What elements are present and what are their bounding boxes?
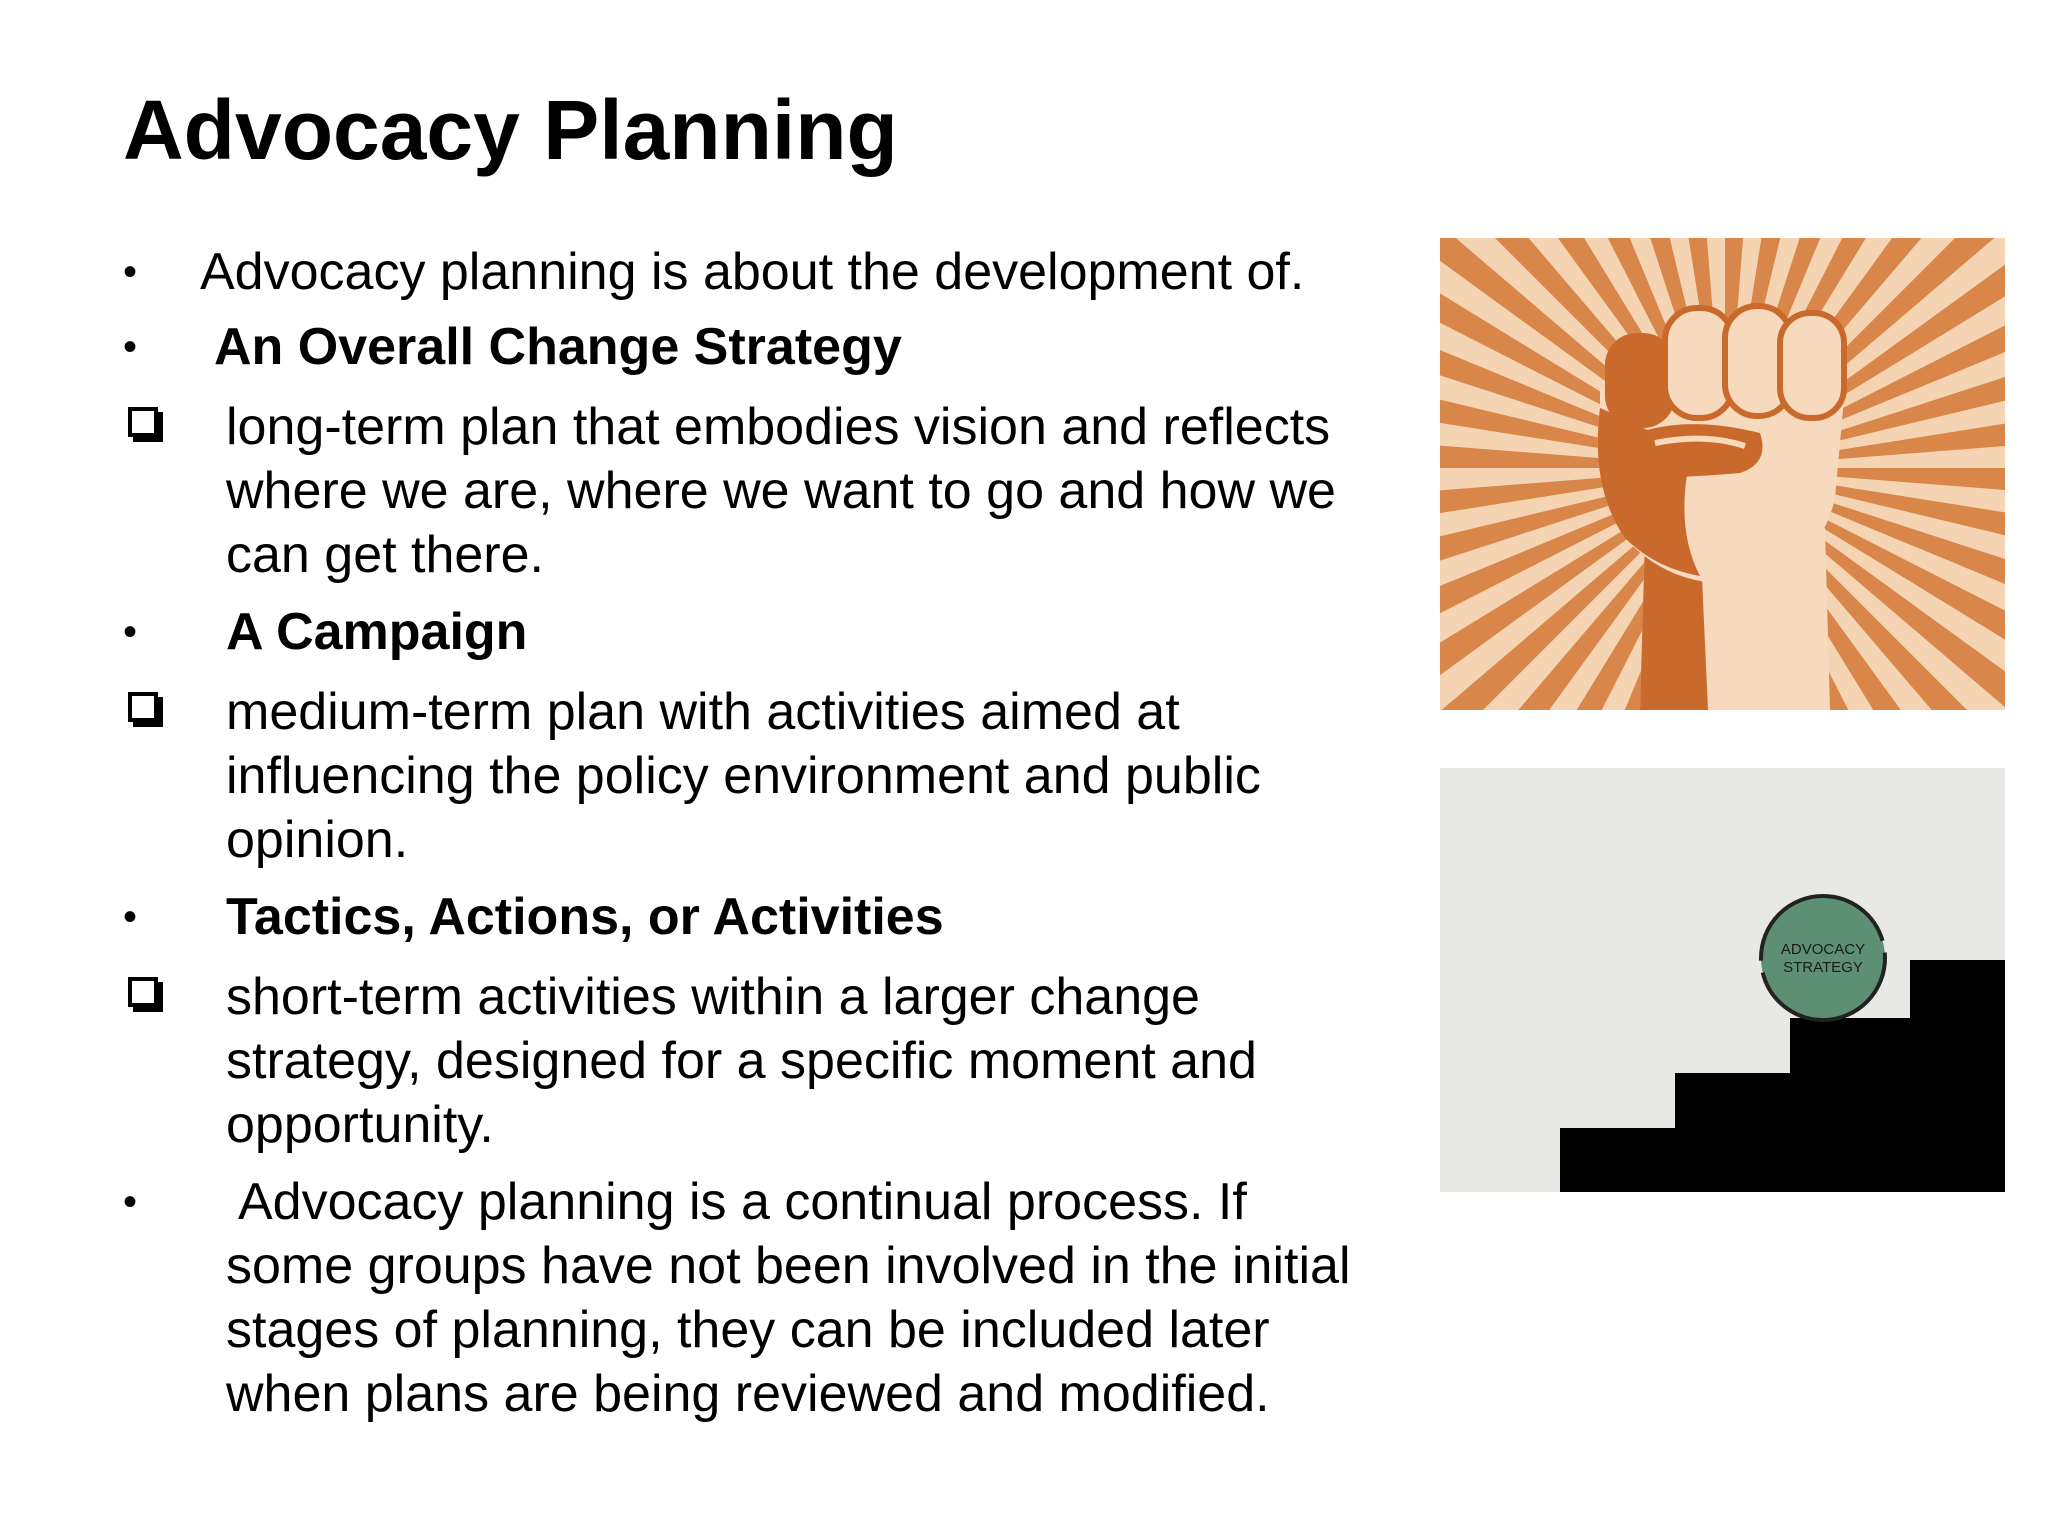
raised-fist-icon — [1440, 238, 2005, 710]
bullet-dot-icon: • — [123, 1180, 138, 1224]
bullet-heading: A Campaign — [226, 603, 528, 661]
bullet-text-line: opportunity. — [226, 1096, 494, 1154]
bullet-text-line: stages of planning, they can be included later — [226, 1301, 1270, 1359]
bullet-text-line: long-term plan that embodies vision and reflects — [226, 398, 1331, 456]
bullet-dot-icon: • — [123, 895, 138, 939]
badge-line1: ADVOCACY — [1780, 941, 1866, 958]
bullet-text-line: influencing the policy environment and public — [226, 747, 1261, 805]
stairs-icon — [1440, 768, 2005, 1192]
raised-fist-image — [1440, 238, 2005, 710]
checkbox-bullet-icon — [128, 407, 158, 437]
bullet-text-line: where we are, where we want to go and how we — [226, 462, 1336, 520]
bullet-text-line: can get there. — [226, 526, 544, 584]
bullet-dot-icon: • — [123, 250, 138, 294]
bullet-text-line: medium-term plan with activities aimed at — [226, 683, 1180, 741]
bullet-text-line: when plans are being reviewed and modified. — [226, 1365, 1270, 1423]
bullet-heading: An Overall Change Strategy — [214, 318, 902, 376]
checkbox-bullet-icon — [128, 977, 158, 1007]
advocacy-strategy-badge — [1761, 896, 1885, 1020]
bullet-dot-icon: • — [123, 610, 138, 654]
bullet-text: Advocacy planning is about the development of. — [200, 243, 1305, 301]
bullet-text-line: some groups have not been involved in the initial — [226, 1237, 1351, 1295]
bullet-dot-icon: • — [123, 325, 138, 369]
bullet-text-line: Advocacy planning is a continual process. If — [238, 1173, 1247, 1231]
advocacy-stairs-image — [1440, 768, 2005, 1192]
fist-shape — [1598, 306, 1845, 710]
bullet-text-line: opinion. — [226, 811, 409, 869]
checkbox-bullet-icon — [128, 692, 158, 722]
bullet-heading: Tactics, Actions, or Activities — [226, 888, 944, 946]
badge-line2: STRATEGY — [1783, 959, 1863, 976]
bullet-text-line: short-term activities within a larger change — [226, 968, 1200, 1026]
bullet-text-line: strategy, designed for a specific moment and — [226, 1032, 1257, 1090]
slide-title: Advocacy Planning — [123, 83, 898, 177]
